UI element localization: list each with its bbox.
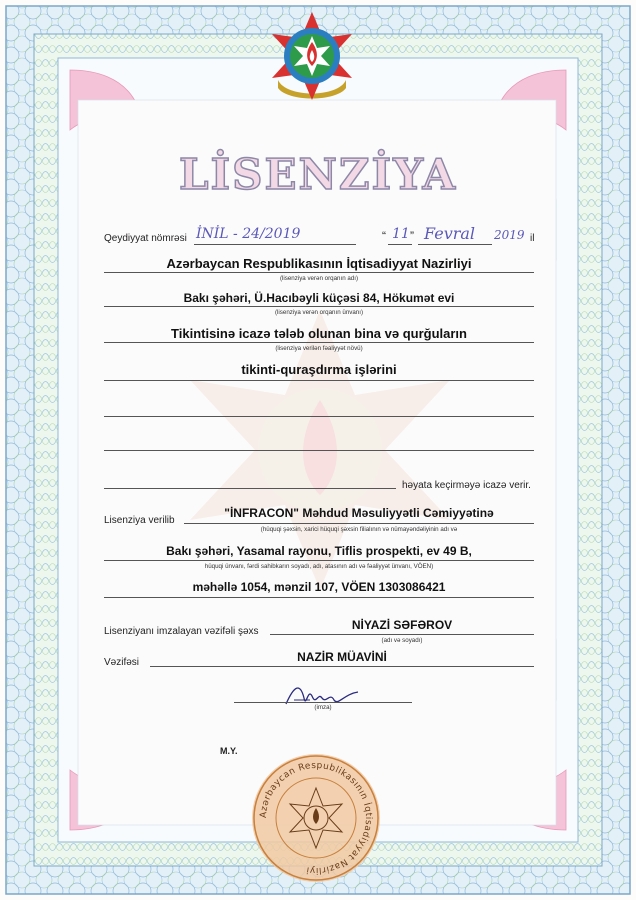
registration-day: 11 [392,226,410,242]
signatory-name-line [270,634,534,635]
signatory-name-caption: (adı və soyadı) [381,637,423,644]
licensee-name: "İNFRACON" Məhdud Məsuliyyətli Cəmiyyətinə [224,506,494,520]
signature-line [234,702,412,703]
licensee-address-1-line [104,560,534,561]
issuer-address: Bakı şəhəri, Ü.Hacıbəyli küçəsi 84, Hökumət evi [183,291,455,305]
position-label: Vəzifəsi [104,657,140,668]
licensee-address-2: məhəllə 1054, mənzil 107, VÖEN 1303086421 [192,580,446,594]
registration-month-line [418,244,492,245]
document-title: LİSENZİYA [178,150,458,199]
licensee-name-caption: (hüquqi şəxsin, xarici hüquqi şəxsin filialının və nümayəndəliyinin adı və [260,526,458,533]
registration-label: Qeydiyyat nömrəsi [104,233,187,244]
blank-rule-3 [104,488,396,489]
licensee-address-2-line [104,597,534,598]
activity-caption: (lisenziya verilən fəaliyyət növü) [275,345,363,352]
licensee-name-line [184,523,534,524]
stamp-place: M.Y. [220,746,238,756]
signatory-position: NAZİR MÜAVİNİ [297,650,387,664]
seal-text: Azərbaycan Respublikasının İqtisadiyyat Nazirliyi [258,760,374,876]
licensee-label: Lisenziya verilib [104,515,175,526]
registration-year-suffix: il [530,233,535,244]
registration-number: İNİL - 24/2019 [196,226,301,242]
permit-text: həyata keçirməyə icazə verir. [402,480,531,491]
activity-line-1-rule [104,342,534,343]
blank-rule-2 [104,450,534,451]
activity-line-1: Tikintisinə icazə tələb olunan bina və qurğuların [171,326,467,341]
official-seal [250,752,382,884]
signatory-label: Lisenziyanı imzalayan vəzifəli şəxs [104,626,259,637]
signatory-position-line [150,666,534,667]
blank-rule-1 [104,416,534,417]
state-emblem [266,10,358,102]
issuer-name: Azərbaycan Respublikasının İqtisadiyyat Nazirliyi [166,256,472,271]
registration-month: Fevral [424,224,476,243]
issuer-name-line [104,272,534,273]
licensee-address-1: Bakı şəhəri, Yasamal rayonu, Tiflis prospekti, ev 49 B, [166,544,472,558]
signatory-name: NİYAZİ SƏFƏROV [351,618,453,632]
activity-line-2: tikinti-quraşdırma işlərini [241,362,397,377]
registration-year: 2019 [494,228,525,242]
issuer-address-line [104,306,534,307]
registration-number-line [194,244,356,245]
issuer-name-caption: (lisenziya verən orqanın adı) [279,275,359,282]
open-quote: “ [382,229,386,243]
licensee-address-caption: hüquqi ünvanı, fərdi sahibkarın soyadı, adı, atasının adı və fəaliyyət ünvanı, VÖEN) [204,563,434,570]
close-quote: ” [410,229,414,243]
registration-day-line [388,244,412,245]
issuer-address-caption: (lisenziya verən orqanın ünvanı) [274,309,364,316]
signature-caption: (imza) [314,704,332,711]
activity-line-2-rule [104,380,534,381]
